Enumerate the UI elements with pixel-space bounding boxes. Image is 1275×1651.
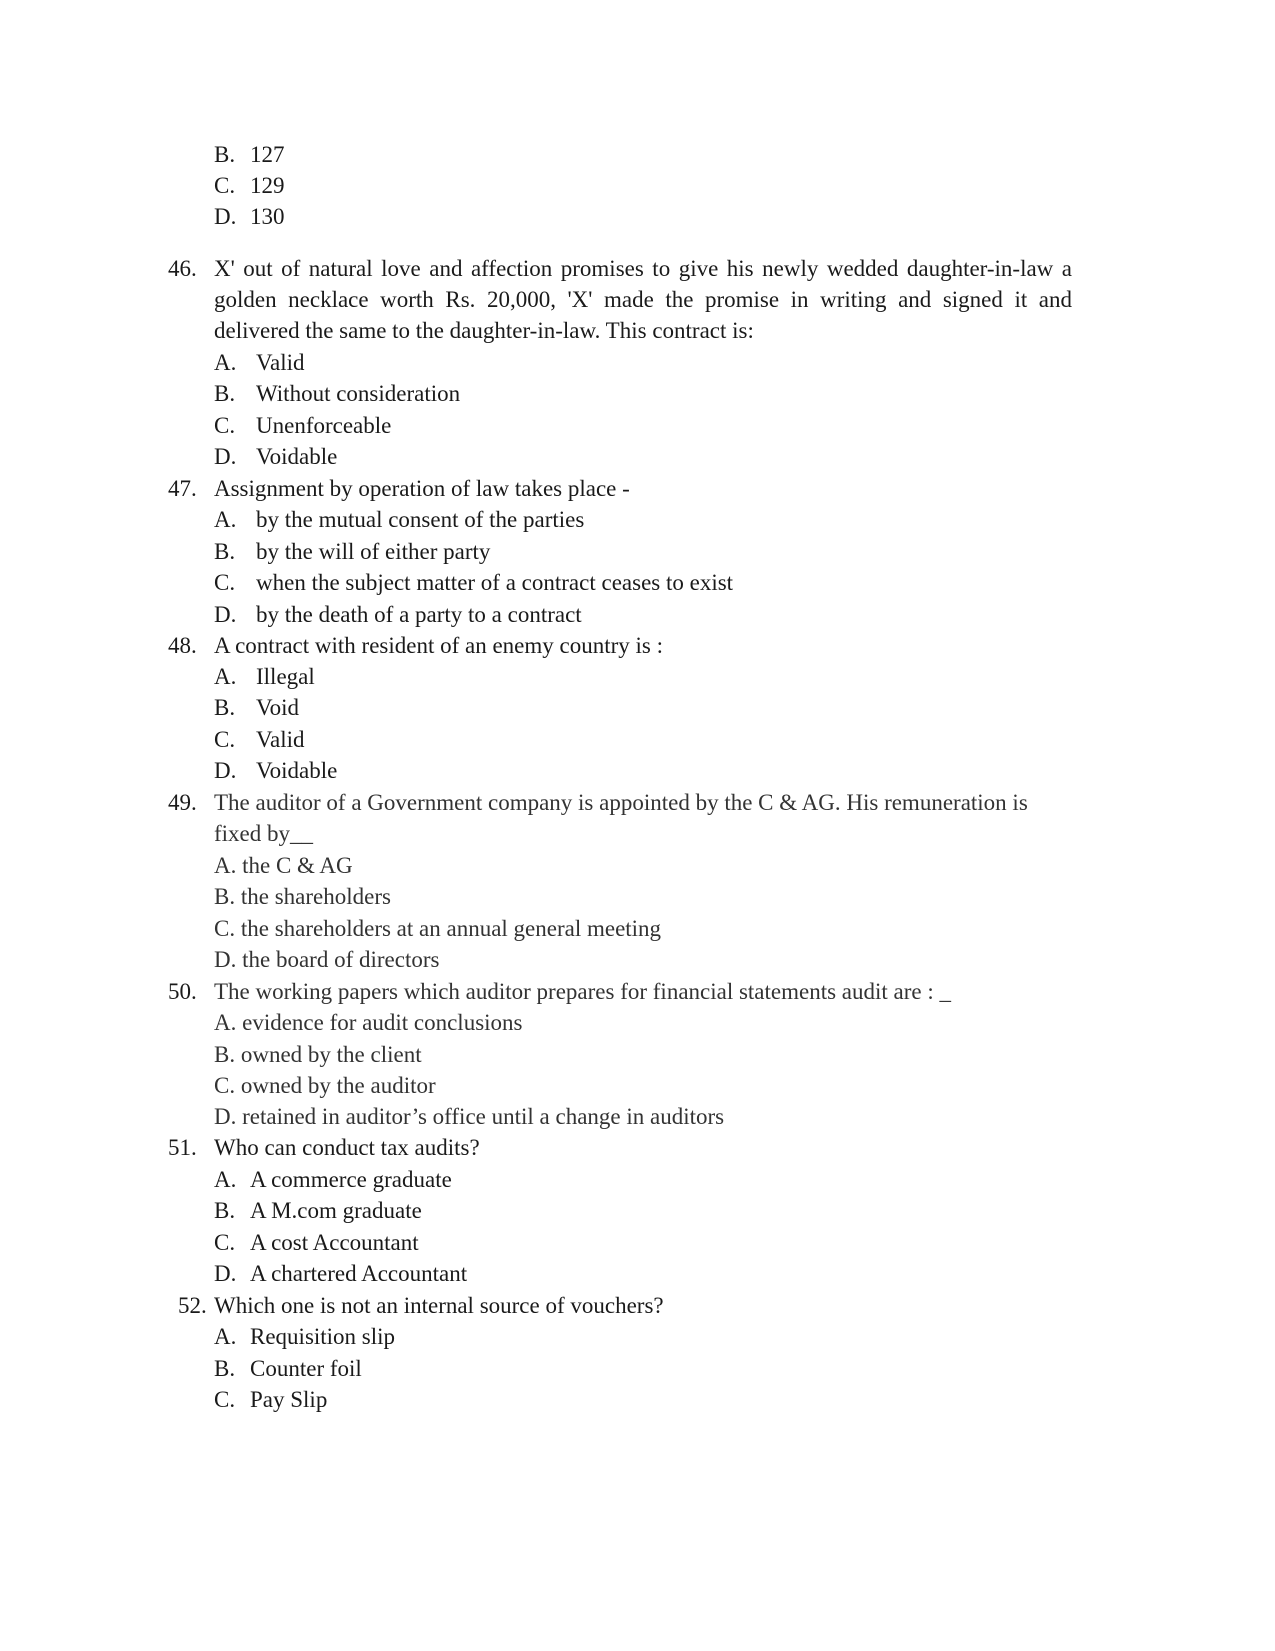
option-b: B. the shareholders [214, 884, 391, 909]
question-text: Which one is not an internal source of vouchers? [214, 1293, 664, 1318]
question-text: A contract with resident of an enemy country is : [214, 633, 664, 658]
option-b [214, 378, 460, 410]
question-number: 47. [168, 476, 197, 501]
option-text: 129 [250, 173, 285, 198]
option-text: Valid [256, 727, 305, 752]
question-text-line: delivered the same to the daughter-in-law. This contract is: [214, 318, 754, 343]
option-a: A. evidence for audit conclusions [214, 1010, 523, 1035]
option-letter: C. [214, 727, 236, 752]
option-text: Requisition slip [250, 1324, 396, 1349]
question-text-line: fixed by__ [214, 821, 314, 846]
option-letter: C. [214, 173, 236, 198]
option-letter: A. [214, 350, 237, 375]
option-c-carry [214, 170, 285, 202]
option-text: Void [256, 695, 300, 720]
option-c [214, 724, 305, 756]
option-text: 127 [250, 142, 285, 167]
option-text: Pay Slip [250, 1387, 328, 1412]
option-text: A cost Accountant [250, 1230, 419, 1255]
question-number: 49. [168, 790, 197, 815]
option-letter: B. [214, 381, 236, 406]
question-number: 50. [168, 979, 197, 1004]
question-text-line: The auditor of a Government company is appointed by the C & AG. His remuneration is [214, 790, 1028, 815]
question-number: 51. [168, 1135, 197, 1160]
option-b [214, 1353, 362, 1385]
option-letter: A. [214, 507, 237, 532]
question-number: 52. [178, 1293, 207, 1318]
option-c [214, 410, 391, 442]
option-d [214, 441, 337, 473]
option-b-carry [214, 139, 285, 171]
option-text: A chartered Accountant [250, 1261, 468, 1286]
option-text: 130 [250, 204, 285, 229]
question-text: Assignment by operation of law takes place - [214, 476, 630, 501]
option-text: Voidable [256, 444, 338, 469]
option-text: Voidable [256, 758, 338, 783]
option-letter: C. [214, 413, 236, 438]
option-b [214, 1195, 422, 1227]
option-text: by the will of either party [256, 539, 491, 564]
option-a [214, 661, 315, 693]
option-b [214, 536, 490, 568]
option-letter: B. [214, 142, 236, 167]
option-text: by the death of a party to a contract [256, 602, 582, 627]
question-text-line: X' out of natural love and affection promises to give his newly wedded daughter-in-law a [214, 256, 1072, 281]
option-a [214, 347, 305, 379]
option-b: B. owned by the client [214, 1042, 422, 1067]
option-letter: D. [214, 444, 237, 469]
option-d-carry [214, 201, 285, 233]
option-text: Illegal [256, 664, 315, 689]
option-a [214, 1164, 452, 1196]
option-text: Unenforceable [256, 413, 392, 438]
option-c: C. the shareholders at an annual general meeting [214, 916, 662, 941]
option-d [214, 755, 337, 787]
option-d: D. the board of directors [214, 947, 440, 972]
option-letter: B. [214, 695, 236, 720]
option-a [214, 1321, 395, 1353]
option-c [214, 1384, 327, 1416]
option-letter: D. [214, 204, 237, 229]
option-letter: A. [214, 664, 237, 689]
option-letter: C. [214, 570, 236, 595]
option-text: A commerce graduate [250, 1167, 452, 1192]
option-a [214, 504, 584, 536]
option-b [214, 692, 299, 724]
option-c: C. owned by the auditor [214, 1073, 436, 1098]
question-text-line: golden necklace worth Rs. 20,000, 'X' made the promise in writing and signed it and [214, 287, 1072, 312]
option-a: A. the C & AG [214, 853, 353, 878]
option-letter: C. [214, 1387, 236, 1412]
option-text: by the mutual consent of the parties [256, 507, 585, 532]
option-c [214, 567, 733, 599]
option-text: Counter foil [250, 1356, 362, 1381]
option-text: Without consideration [256, 381, 461, 406]
option-c [214, 1227, 419, 1259]
option-letter: D. [214, 602, 237, 627]
question-text: The working papers which auditor prepares for financial statements audit are : _ [214, 979, 952, 1004]
option-letter: D. [214, 758, 237, 783]
option-d [214, 599, 582, 631]
option-text: A M.com graduate [250, 1198, 422, 1223]
option-letter: B. [214, 539, 236, 564]
question-text: Who can conduct tax audits? [214, 1135, 480, 1160]
option-letter: C. [214, 1230, 236, 1255]
option-letter: D. [214, 1261, 237, 1286]
option-letter: B. [214, 1356, 236, 1381]
question-number: 48. [168, 633, 197, 658]
question-number: 46. [168, 256, 197, 281]
option-letter: B. [214, 1198, 236, 1223]
option-d [214, 1258, 467, 1290]
option-letter: A. [214, 1167, 237, 1192]
option-letter: A. [214, 1324, 237, 1349]
option-text: when the subject matter of a contract ceases to exist [256, 570, 734, 595]
option-d: D. retained in auditor’s office until a change in auditors [214, 1104, 725, 1129]
option-text: Valid [256, 350, 305, 375]
